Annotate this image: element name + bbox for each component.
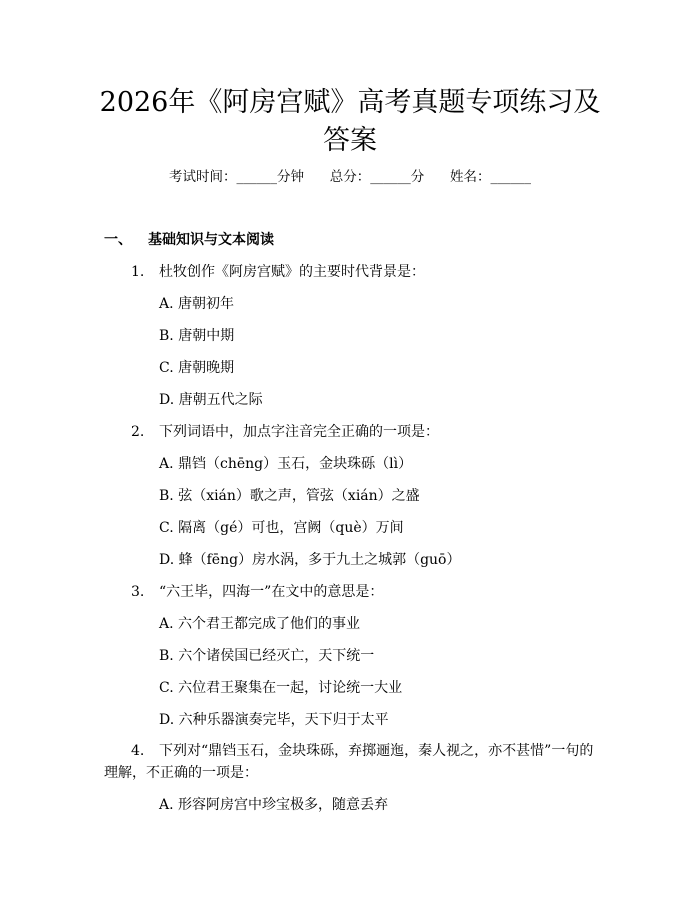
question-number: 3. bbox=[131, 584, 145, 600]
question-3 bbox=[131, 583, 383, 601]
option-3a: A. 六个君王都完成了他们的事业 bbox=[159, 616, 361, 632]
section-number: 一、 bbox=[104, 232, 132, 248]
section-title: 基础知识与文本阅读 bbox=[148, 232, 274, 248]
question-number: 4. bbox=[131, 743, 145, 759]
option-1c: C. 唐朝晚期 bbox=[159, 360, 235, 376]
option-1a: A. 唐朝初年 bbox=[159, 296, 235, 312]
option-1b: B. 唐朝中期 bbox=[159, 328, 235, 344]
option-2a: A. 鼎铛（chēng）玉石，金块珠砾（lì） bbox=[159, 456, 413, 472]
question-number: 2. bbox=[131, 424, 145, 440]
section-heading bbox=[104, 231, 274, 249]
option-2d: D. 蜂（fēng）房水涡，多于九土之城郭（guō） bbox=[159, 552, 461, 568]
option-3b: B. 六个诸侯国已经灭亡，天下统一 bbox=[159, 648, 375, 664]
question-text: “六王毕，四海一”在文中的意思是： bbox=[159, 584, 384, 600]
exam-info-line: 考试时间：______分钟 总分：______分 姓名：______ bbox=[169, 169, 531, 185]
question-1 bbox=[131, 263, 425, 281]
option-4a: A. 形容阿房宫中珍宝极多，随意丢弃 bbox=[159, 797, 389, 813]
option-2c: C. 隔离（gé）可也，宫阙（què）万间 bbox=[159, 520, 404, 536]
option-2b: B. 弦（xián）歌之声，管弦（xián）之盛 bbox=[159, 488, 420, 504]
option-1d: D. 唐朝五代之际 bbox=[159, 392, 263, 408]
question-2 bbox=[131, 423, 439, 441]
question-text: 杜牧创作《阿房宫赋》的主要时代背景是： bbox=[159, 264, 425, 280]
option-3d: D. 六种乐器演奏完毕，天下归于太平 bbox=[159, 712, 389, 728]
question-number: 1. bbox=[131, 264, 145, 280]
question-text: 下列对“鼎铛玉石，金块珠砾，弃掷逦迤，秦人视之，亦不甚惜”一句的理解，不正确的一项是： bbox=[104, 743, 594, 781]
option-3c: C. 六位君王聚集在一起，讨论统一大业 bbox=[159, 680, 403, 696]
document-title: 2026年《阿房宫赋》高考真题专项练习及答案 bbox=[99, 87, 601, 156]
question-4 bbox=[104, 740, 604, 784]
question-text: 下列词语中，加点字注音完全正确的一项是： bbox=[159, 424, 439, 440]
